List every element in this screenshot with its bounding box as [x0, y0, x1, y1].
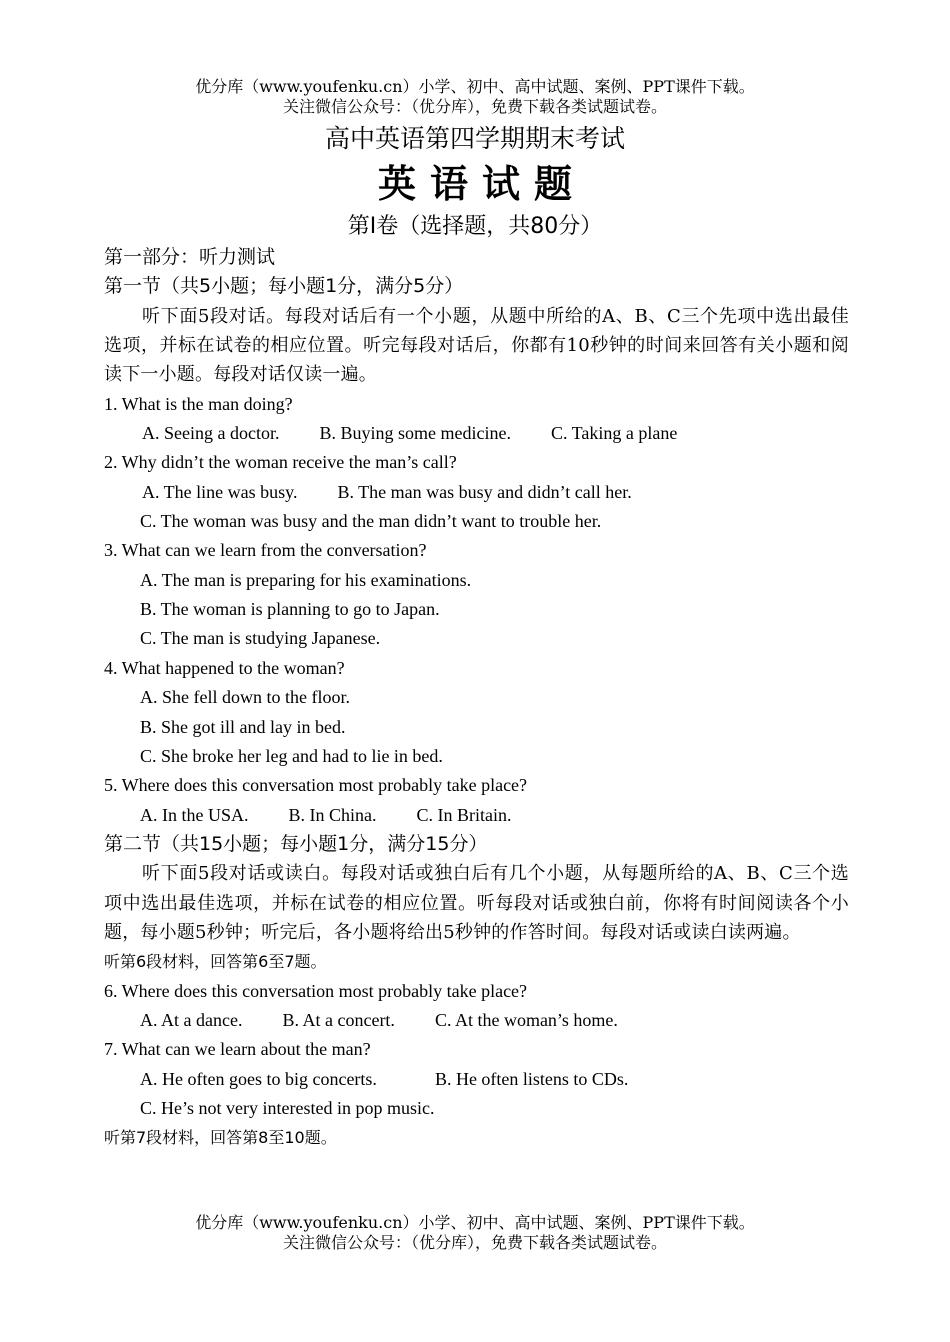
question-1-options: [104, 419, 849, 448]
question-5: 5. Where does this conversation most probably take place?: [104, 775, 528, 796]
q4-option-b[interactable]: B. She got ill and lay in bed.: [140, 716, 346, 737]
header-line-2: 关注微信公众号：（优分库），免费下载各类试题试卷。: [282, 97, 667, 116]
exam-title: 高中英语第四学期期末考试: [324, 124, 625, 153]
exam-subtitle: 英语试题: [377, 162, 586, 206]
material-7-lead: 听第7段材料，回答第8至10题。: [104, 1128, 337, 1148]
question-3: 3. What can we learn from the conversation?: [104, 540, 427, 561]
exam-content: [104, 243, 849, 1153]
q3-option-c[interactable]: C. The man is studying Japanese.: [140, 628, 381, 649]
section2-instructions: 听下面5段对话或读白。每段对话或独白后有几个小题，从每题所给的A、B、C三个选项中选出最佳选项，并标在试卷的相应位置。听每段对话或独白前，你将有时间阅读各个小题，每小题5秒钟；听完后，各小题将给出5秒钟的作答时间。每段对话或读白读两遍。: [104, 863, 849, 943]
question-5-options: [104, 801, 849, 830]
q5-option-b[interactable]: B. In China.: [288, 804, 377, 825]
part1-title: 第一部分：听力测试: [104, 246, 276, 268]
q2-option-c[interactable]: C. The woman was busy and the man didn’t want to trouble her.: [140, 511, 602, 532]
material-6-lead: 听第6段材料，回答第6至7题。: [104, 952, 327, 972]
question-1: 1. What is the man doing?: [104, 393, 293, 414]
q7-option-a[interactable]: A. He often goes to big concerts.: [140, 1068, 377, 1089]
q1-option-a[interactable]: A. Seeing a doctor.: [142, 423, 280, 444]
q4-option-c[interactable]: C. She broke her leg and had to lie in bed.: [140, 745, 443, 766]
question-7: 7. What can we learn about the man?: [104, 1039, 371, 1060]
question-2-options-ab: [104, 478, 849, 507]
q6-option-b[interactable]: B. At a concert.: [282, 1009, 395, 1030]
q2-option-b[interactable]: B. The man was busy and didn’t call her.: [337, 481, 632, 502]
question-6-options: [104, 1006, 849, 1035]
question-7-options-ab: [104, 1065, 849, 1094]
q5-option-c[interactable]: C. In Britain.: [416, 804, 512, 825]
q6-option-c[interactable]: C. At the woman’s home.: [434, 1009, 618, 1030]
header-line-1: 优分库（www.youfenku.cn）小学、初中、高中试题、案例、PPT课件下载。: [195, 77, 755, 96]
section1-title: 第一节（共5小题；每小题1分，满分5分）: [104, 275, 464, 298]
q4-option-a[interactable]: A. She fell down to the floor.: [140, 687, 350, 708]
section2-title: 第二节（共15小题；每小题1分，满分15分）: [104, 832, 488, 855]
q3-option-b[interactable]: B. The woman is planning to go to Japan.: [140, 599, 440, 620]
q7-option-c[interactable]: C. He’s not very interested in pop music.: [140, 1097, 435, 1118]
q1-option-b[interactable]: B. Buying some medicine.: [319, 423, 511, 444]
q5-option-a[interactable]: A. In the USA.: [140, 804, 249, 825]
volume-title: 第Ⅰ卷（选择题，共80分）: [347, 214, 603, 239]
question-4: 4. What happened to the woman?: [104, 657, 345, 678]
section1-instructions: 听下面5段对话。每段对话后有一个小题，从题中所给的A、B、C三个先项中选出最佳选项，并标在试卷的相应位置。听完每段对话后，你都有10秒钟的时间来回答有关小题和阅读下一小题。每段对话仅读一遍。: [104, 305, 849, 386]
footer-line-2: 关注微信公众号：（优分库），免费下载各类试题试卷。: [282, 1233, 667, 1252]
q6-option-a[interactable]: A. At a dance.: [140, 1009, 243, 1030]
question-2: 2. Why didn’t the woman receive the man’s call?: [104, 452, 457, 473]
q3-option-a[interactable]: A. The man is preparing for his examinations.: [140, 569, 472, 590]
footer-line-1: 优分库（www.youfenku.cn）小学、初中、高中试题、案例、PPT课件下载。: [195, 1213, 755, 1232]
q7-option-b[interactable]: B. He often listens to CDs.: [434, 1068, 629, 1089]
question-6: 6. Where does this conversation most probably take place?: [104, 980, 528, 1001]
q1-option-c[interactable]: C. Taking a plane: [550, 423, 678, 444]
q2-option-a[interactable]: A. The line was busy.: [142, 481, 298, 502]
